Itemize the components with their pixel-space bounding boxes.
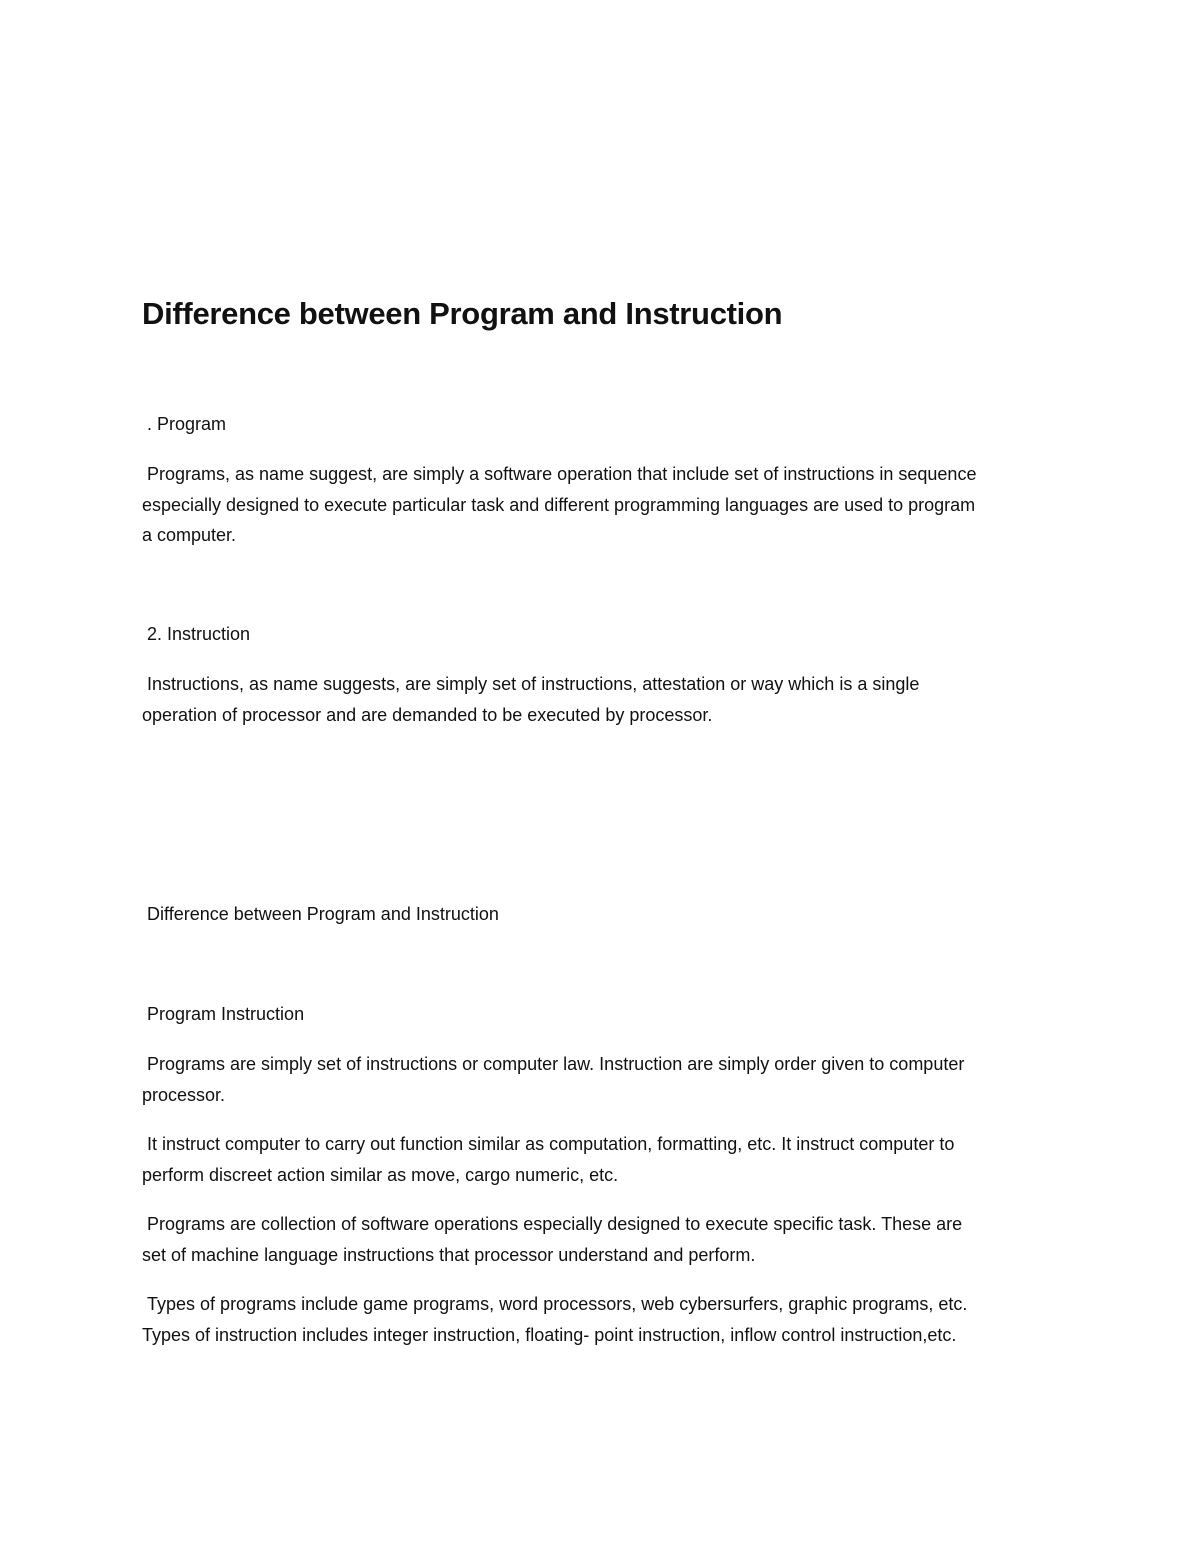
instruction-heading: 2. Instruction	[142, 624, 251, 644]
difference-heading: Difference between Program and Instruction	[142, 904, 499, 924]
comparison-definition: Programs are simply set of instructions or computer law. Instruction are simply order given to computer processor.	[142, 1054, 965, 1105]
page-title: Difference between Program and Instruction	[142, 296, 783, 331]
comparison-function: It instruct computer to carry out function similar as computation, formatting, etc. It instruct computer to perform discreet action similar as move, cargo numeric, etc.	[142, 1134, 955, 1185]
comparison-collection: Programs are collection of software operations especially designed to execute specific task. These are set of machine language instructions that processor understand and perform.	[142, 1214, 963, 1265]
columns-heading: Program Instruction	[142, 1004, 305, 1024]
program-description: Programs, as name suggest, are simply a software operation that include set of instructions in sequence especially designed to execute particular task and different programming languages are used to program a computer.	[142, 464, 977, 545]
comparison-types: Types of programs include game programs, word processors, web cybersurfers, graphic programs, etc. Types of instruction includes integer instruction, floating- point instruction, inflow control instruction,etc.	[142, 1294, 968, 1345]
program-heading: . Program	[142, 414, 227, 434]
instruction-description: Instructions, as name suggests, are simply set of instructions, attestation or way which is a single operation of processor and are demanded to be executed by processor.	[142, 674, 920, 725]
